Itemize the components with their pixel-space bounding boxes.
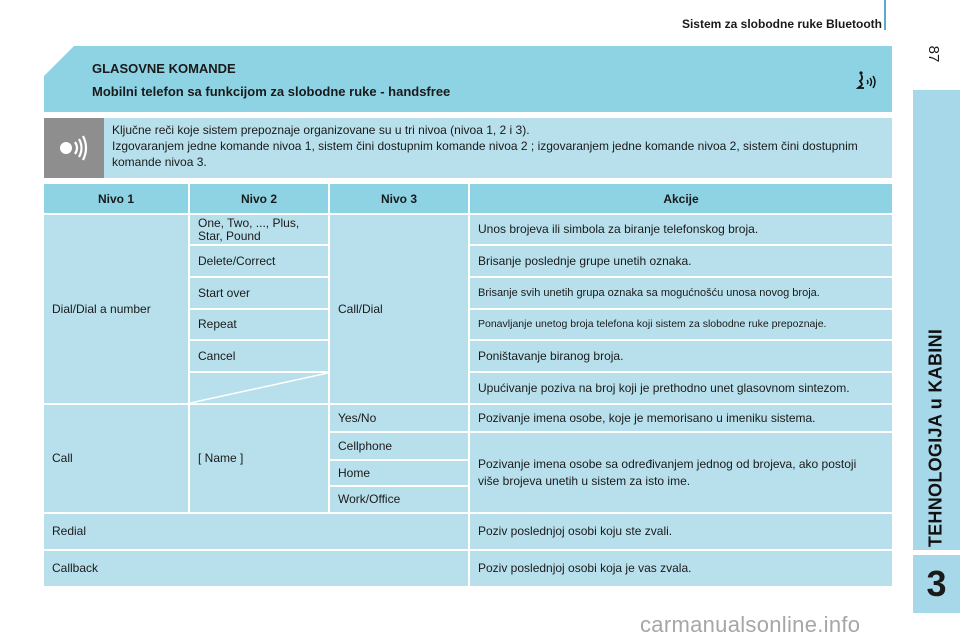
table-cell-level3: Home xyxy=(330,461,468,485)
diagonal-strike xyxy=(190,373,328,403)
table-cell-level3: Cellphone xyxy=(330,433,468,459)
section-title: GLASOVNE KOMANDE xyxy=(92,61,236,76)
table-cell-action: Pozivanje imena osobe, koje je memorisano u imeniku sistema. xyxy=(470,405,892,431)
watermark: carmanualsonline.info xyxy=(640,612,861,637)
page-number: 87 xyxy=(925,45,942,63)
table-cell-level3-dial: Call/Dial xyxy=(330,215,468,403)
table-cell-command-callback: Callback xyxy=(44,551,468,586)
section-subtitle: Mobilni telefon sa funkcijom za slobodne ruke - handsfree xyxy=(92,84,451,99)
table-cell-action: Poništavanje biranog broja. xyxy=(470,341,892,371)
column-header-actions: Akcije xyxy=(470,184,892,213)
table-cell-level2: One, Two, ..., Plus, Star, Pound xyxy=(190,215,328,244)
info-line-1: Ključne reči koje sistem prepoznaje organizovane su u tri nivoa (nivoa 1, 2 i 3). xyxy=(112,123,530,137)
table-cell-level2-empty xyxy=(190,373,328,403)
table-cell-level1-call: Call xyxy=(44,405,188,512)
table-cell-action: Unos brojeva ili simbola za biranje telefonskog broja. xyxy=(470,215,892,244)
chapter-number: 3 xyxy=(913,555,960,613)
info-icon-box xyxy=(44,118,104,178)
table-cell-action: Ponavljanje unetog broja telefona koji sistem za slobodne ruke prepoznaje. xyxy=(470,310,892,339)
side-chapter-label: TEHNOLOGIJA u KABINI xyxy=(925,328,946,548)
table-cell-level2: Delete/Correct xyxy=(190,246,328,276)
table-cell-level3: Yes/No xyxy=(330,405,468,431)
table-cell-level2: Start over xyxy=(190,278,328,308)
table-cell-action: Upućivanje poziva na broj koji je prethodno unet glasovnom sintezom. xyxy=(470,373,892,403)
info-line-2: Izgovaranjem jedne komande nivoa 1, sistem čini dostupnim komande nivoa 2 ; izgovaranjem jedne komande nivoa 2, sistem čini dostupnim komande nivoa 3. xyxy=(112,139,858,169)
table-cell-level3: Work/Office xyxy=(330,487,468,512)
table-cell-action: Brisanje poslednje grupe unetih oznaka. xyxy=(470,246,892,276)
section-header-title: Sistem za slobodne ruke Bluetooth xyxy=(681,17,882,31)
table-cell-action: Brisanje svih unetih grupa oznaka sa mogućnošću unosa novog broja. xyxy=(470,278,892,308)
table-cell-command-redial: Redial xyxy=(44,514,468,549)
column-header-level3: Nivo 3 xyxy=(330,184,468,213)
header-divider xyxy=(884,0,886,30)
table-cell-level2-name: [ Name ] xyxy=(190,405,328,512)
table-cell-level2: Cancel xyxy=(190,341,328,371)
section-banner xyxy=(44,46,892,112)
speaker-icon xyxy=(58,134,90,162)
table-cell-action: Poziv poslednjoj osobi koja je vas zvala. xyxy=(470,551,892,586)
table-cell-level1-dial: Dial/Dial a number xyxy=(44,215,188,403)
table-cell-level2: Repeat xyxy=(190,310,328,339)
column-header-level2: Nivo 2 xyxy=(190,184,328,213)
column-header-level1: Nivo 1 xyxy=(44,184,188,213)
table-cell-action: Poziv poslednjoj osobi koju ste zvali. xyxy=(470,514,892,549)
table-cell-action: Pozivanje imena osobe sa određivanjem jednog od brojeva, ako postoji više brojeva unetih u sistem za isto ime. xyxy=(470,433,892,512)
info-text xyxy=(112,122,882,170)
voice-command-icon xyxy=(854,68,880,94)
